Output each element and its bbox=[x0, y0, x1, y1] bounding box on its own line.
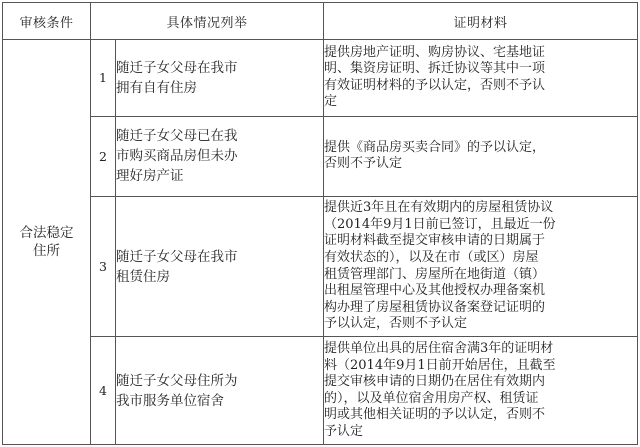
table-row bbox=[3, 337, 638, 445]
row-index: 2 bbox=[91, 116, 116, 196]
situation-line: 市购买商品房但未办 bbox=[116, 148, 238, 165]
situation-line: 随迁子女父母在我市 bbox=[116, 248, 238, 265]
proof-line: 否则不予认定 bbox=[324, 156, 403, 172]
situation-line: 随迁子女父母住所为 bbox=[116, 372, 238, 389]
situation-cell bbox=[116, 40, 324, 116]
proof-cell bbox=[324, 40, 638, 116]
proof-line: （2014年9月1日前已签订，且最近一份 bbox=[324, 216, 556, 232]
situation-cell bbox=[116, 116, 324, 196]
situation-line: 随迁子女父母在我市 bbox=[116, 59, 238, 76]
proof-line: 有效状态的），以及在市（或区）房屋 bbox=[324, 250, 539, 266]
proof-line: 提供房地产证明、购房协议、宅基地证 bbox=[324, 44, 546, 60]
proof-line: 定 bbox=[324, 94, 338, 110]
situation-cell bbox=[116, 337, 324, 445]
proof-line: 提供《商品房买卖合同》的予以认定， bbox=[324, 139, 546, 155]
proof-line: 的），以及单位宿舍用房产权、租赁证 bbox=[324, 390, 539, 406]
table-row bbox=[3, 196, 638, 337]
situation-cell bbox=[116, 196, 324, 337]
situation-line: 理好房产证 bbox=[116, 168, 184, 185]
proof-line: 明或其他相关证明的予以认定，否则不 bbox=[324, 407, 546, 423]
proof-line: 出租屋管理中心及其他授权办理备案机 bbox=[324, 283, 546, 299]
proof-cell bbox=[324, 196, 638, 337]
condition-cell bbox=[3, 40, 91, 445]
proof-cell bbox=[324, 116, 638, 196]
header-situation: 具体情况列举 bbox=[91, 3, 324, 40]
proof-line: 予认定 bbox=[324, 423, 364, 439]
row-index: 4 bbox=[91, 337, 116, 445]
proof-line: 证明材料截至提交审核申请的日期属于 bbox=[324, 233, 546, 249]
proof-line: 租赁管理部门、房屋所在地街道（镇） bbox=[324, 266, 546, 282]
proof-cell bbox=[324, 337, 638, 445]
table-row bbox=[3, 40, 638, 116]
header-condition: 审核条件 bbox=[3, 3, 91, 40]
proof-line: 提交审核申请的日期仍在居住有效期内 bbox=[324, 374, 546, 390]
table-row bbox=[3, 116, 638, 196]
eligibility-table bbox=[2, 2, 638, 445]
situation-line: 拥有自有住房 bbox=[116, 79, 197, 96]
condition-line: 合法稳定 bbox=[19, 225, 74, 242]
proof-line: 有效证明材料的予以认定，否则不予认 bbox=[324, 77, 546, 93]
situation-line: 租赁住房 bbox=[116, 268, 170, 285]
situation-line: 随迁子女父母已在我 bbox=[116, 128, 238, 145]
condition-line: 住所 bbox=[33, 243, 60, 260]
proof-line: 提供近3年且在有效期内的房屋租赁协议 bbox=[324, 200, 554, 216]
proof-line: 提供单位出具的居住宿舍满3年的证明材 bbox=[324, 340, 554, 356]
header-row bbox=[3, 3, 638, 40]
proof-line: 明、集资房证明、拆迁协议等其中一项 bbox=[324, 61, 546, 77]
row-index: 3 bbox=[91, 196, 116, 337]
row-index: 1 bbox=[91, 40, 116, 116]
proof-line: 予以认定，否则不予认定 bbox=[324, 316, 468, 332]
header-proof: 证明材料 bbox=[324, 3, 638, 40]
situation-line: 我市服务单位宿舍 bbox=[116, 392, 224, 409]
proof-line: 料（2014年9月1日前开始居住，且截至 bbox=[324, 357, 556, 373]
proof-line: 构办理了房屋租赁协议备案登记证明的 bbox=[324, 299, 546, 315]
